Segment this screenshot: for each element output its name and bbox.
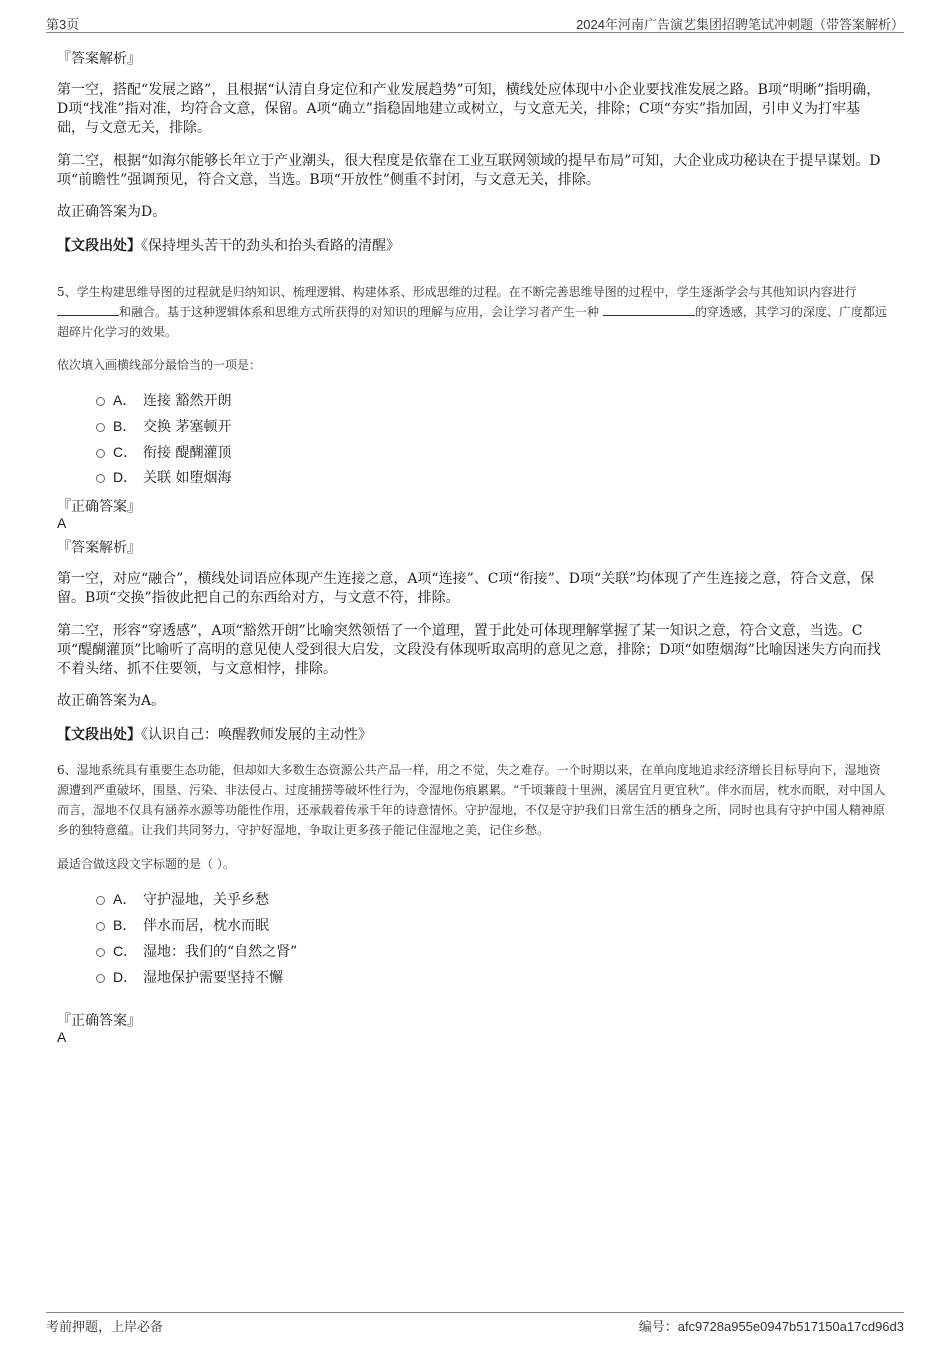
stem-text: 的穿透感，其学习的深度、广度都远超碎片化学习的效果。 xyxy=(57,305,887,339)
option-c[interactable] xyxy=(96,941,297,961)
analysis-conclusion: 故正确答案为D。 xyxy=(57,204,167,220)
option-b[interactable] xyxy=(96,915,269,935)
fill-blank xyxy=(57,304,119,316)
footer-slogan: 考前押题，上岸必备 xyxy=(46,1320,164,1335)
analysis-paragraph: 第一空，对应“融合”，横线处词语应体现产生连接之意，A项“连接”、C项“衔接”、D项“关联”均体现了产生连接之意，符合文意，保留。B项“交换”指彼此把自己的东西给对方，与文意不符，排除。 xyxy=(57,571,875,606)
correct-answer-value: A xyxy=(57,515,67,531)
option-letter: A． xyxy=(113,392,137,408)
code-value: afc9728a955e0947b517150a17cd96d3 xyxy=(677,1319,904,1334)
option-text: 湿地：我们的“自然之肾” xyxy=(143,944,298,960)
fill-blank xyxy=(603,304,695,316)
question-prompt: 依次填入画横线部分最恰当的一项是： xyxy=(57,358,262,372)
option-a[interactable] xyxy=(96,390,231,410)
option-letter: D． xyxy=(113,469,138,485)
option-d[interactable] xyxy=(96,967,283,987)
option-text: 交换 茅塞顿开 xyxy=(143,419,232,435)
option-a[interactable] xyxy=(96,889,269,909)
radio-icon[interactable] xyxy=(96,922,105,931)
option-text: 衔接 醍醐灌顶 xyxy=(143,445,232,461)
analysis-conclusion: 故正确答案为A。 xyxy=(57,693,166,709)
source-citation xyxy=(57,237,887,256)
option-text: 关联 如堕烟海 xyxy=(143,470,232,486)
radio-icon[interactable] xyxy=(96,474,105,483)
option-letter: C． xyxy=(113,444,138,460)
source-label: 【文段出处】 xyxy=(57,238,141,254)
radio-icon[interactable] xyxy=(96,449,105,458)
radio-icon[interactable] xyxy=(96,423,105,432)
page-footer xyxy=(46,1312,904,1335)
correct-answer-heading: 『正确答案』 xyxy=(57,499,141,515)
option-b[interactable] xyxy=(96,416,231,436)
correct-answer-value: A xyxy=(57,1029,67,1045)
option-letter: B． xyxy=(113,917,137,933)
analysis-paragraph: 第一空，搭配“发展之路”，且根据“认清自身定位和产业发展趋势”可知，横线处应体现中小企业要找准发展之路。B项“明晰”指明确，D项“找准”指对准，均符合文意，保留。A项“确立”指稳固地建立或树立，与文意无关，排除；C项“夯实”指加固，引申义为打牢基础，与文意无关，排除。 xyxy=(57,82,881,136)
analysis-heading: 『答案解析』 xyxy=(57,540,141,556)
stem-text: 和融合。基于这种逻辑体系和思维方式所获得的对知识的理解与应用，会让学习者产生一种 xyxy=(119,305,603,319)
option-d[interactable] xyxy=(96,467,231,487)
document-code xyxy=(639,1316,904,1335)
correct-answer-heading: 『正确答案』 xyxy=(57,1013,141,1029)
radio-icon[interactable] xyxy=(96,948,105,957)
question-stem xyxy=(57,282,887,342)
option-letter: A． xyxy=(113,891,137,907)
source-citation xyxy=(57,726,887,745)
document-title: 2024年河南广告演艺集团招聘笔试冲刺题（带答案解析） xyxy=(576,17,904,32)
option-letter: D． xyxy=(113,969,138,985)
analysis-heading: 『答案解析』 xyxy=(57,51,141,67)
source-title: 《认识自己：唤醒教师发展的主动性》 xyxy=(141,727,372,743)
question-prompt: 最适合做这段文字标题的是（ ）。 xyxy=(57,857,235,871)
page-number: 第3页 xyxy=(46,17,80,32)
source-label: 【文段出处】 xyxy=(57,727,141,743)
option-text: 伴水而居，枕水而眠 xyxy=(143,918,269,934)
option-letter: B． xyxy=(113,418,137,434)
question-stem: 6、湿地系统具有重要生态功能，但却如大多数生态资源公共产品一样，用之不觉，失之难存。一个时期以来，在单向度地追求经济增长目标导向下，湿地资源遭到严重破坏，围垦、污染、非法侵占、过度捕捞等破坏性行为，令湿地伤痕累累。“千顷蒹葭十里洲，溪居宜月更宜秋”。伴水而居，枕水而眠，对中国人而言，湿地不仅具有涵养水源等功能性作用，还承载着传承千年的诗意情怀。守护湿地，不仅是守护我们日常生活的栖身之所，同时也具有守护中国人精神原乡的独特意蕴。让我们共同努力，守护好湿地，争取让更多孩子能记住湿地之美，记住乡愁。 xyxy=(57,763,886,837)
option-text: 连接 豁然开朗 xyxy=(143,393,232,409)
option-text: 湿地保护需要坚持不懈 xyxy=(143,970,283,986)
option-text: 守护湿地，关乎乡愁 xyxy=(143,892,269,908)
radio-icon[interactable] xyxy=(96,896,105,905)
option-c[interactable] xyxy=(96,442,231,462)
page-header xyxy=(46,12,904,33)
code-label: 编号： xyxy=(638,1319,678,1334)
radio-icon[interactable] xyxy=(96,974,105,983)
radio-icon[interactable] xyxy=(96,397,105,406)
analysis-paragraph: 第二空，根据“如海尔能够长年立于产业潮头，很大程度是依靠在工业互联网领域的提早布局”可知，大企业成功秘诀在于提早谋划。D项“前瞻性”强调预见，符合文意，当选。B项“开放性”侧重不封闭，与文意无关，排除。 xyxy=(57,153,881,188)
option-letter: C． xyxy=(113,943,138,959)
analysis-paragraph: 第二空，形容“穿透感”，A项“豁然开朗”比喻突然领悟了一个道理，置于此处可体现理解掌握了某一知识之意，符合文意，当选。C项“醍醐灌顶”比喻听了高明的意见使人受到很大启发，文段没有体现听取高明的意见之意，排除；D项“如堕烟海”比喻因迷失方向而找不着头绪、抓不住要领，与文意相悖，排除。 xyxy=(57,623,881,677)
source-title: 《保持埋头苦干的劲头和抬头看路的清醒》 xyxy=(141,238,400,254)
stem-text: 5、学生构建思维导图的过程就是归纳知识、梳理逻辑、构建体系、形成思维的过程。在不断完善思维导图的过程中，学生逐渐学会与其他知识内容进行 xyxy=(57,285,857,299)
